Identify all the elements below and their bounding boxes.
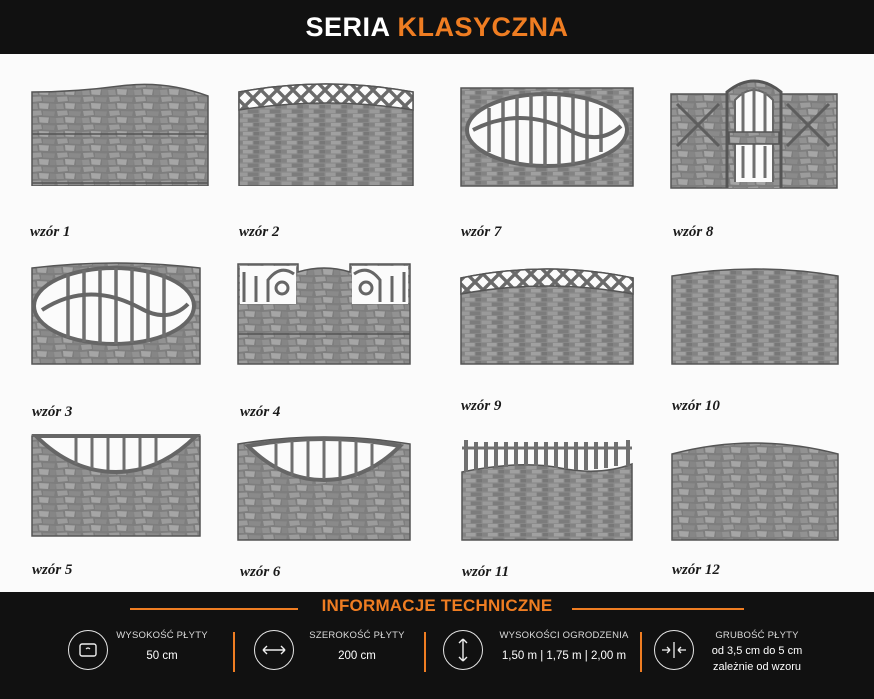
spec-value-note: zależnie od wzoru bbox=[712, 661, 802, 673]
spec-value: od 3,5 cm do 5 cm bbox=[711, 645, 803, 657]
pattern-label: wzór 9 bbox=[461, 398, 502, 414]
title-main: SERIA bbox=[305, 11, 390, 42]
title-accent: KLASYCZNA bbox=[397, 11, 569, 42]
pattern-image bbox=[460, 438, 634, 542]
spec-divider bbox=[640, 632, 642, 672]
thickness-icon bbox=[654, 630, 694, 670]
pattern-image bbox=[237, 82, 415, 186]
pattern-label: wzór 2 bbox=[239, 224, 280, 240]
pattern-image bbox=[236, 436, 412, 542]
spec-divider bbox=[233, 632, 235, 672]
pattern-label: wzór 12 bbox=[672, 562, 720, 578]
width-arrows-icon bbox=[254, 630, 294, 670]
spec-label: SZEROKOŚĆ PŁYTY bbox=[309, 630, 405, 641]
pattern-label: wzór 8 bbox=[673, 224, 714, 240]
pattern-image bbox=[30, 434, 202, 538]
pattern-image bbox=[30, 82, 210, 186]
pattern-image bbox=[670, 266, 840, 366]
pattern-label: wzór 3 bbox=[32, 404, 73, 420]
spec-label: WYSOKOŚĆ PŁYTY bbox=[116, 630, 208, 641]
pattern-label: wzór 10 bbox=[672, 398, 720, 414]
spec-label: GRUBOŚĆ PŁYTY bbox=[715, 630, 799, 641]
height-arrows-icon bbox=[443, 630, 483, 670]
pattern-label: wzór 1 bbox=[30, 224, 71, 240]
spec-panel-height bbox=[68, 626, 228, 696]
header bbox=[0, 0, 874, 54]
pattern-image bbox=[459, 266, 635, 366]
spec-panel-thickness bbox=[654, 626, 854, 696]
spec-fence-heights bbox=[443, 626, 643, 696]
pattern-label: wzór 4 bbox=[240, 404, 281, 420]
pattern-image bbox=[28, 260, 204, 366]
technical-info bbox=[0, 592, 874, 699]
spec-divider bbox=[424, 632, 426, 672]
spec-value: 1,50 m | 1,75 m | 2,00 m bbox=[501, 650, 627, 662]
pattern-label: wzór 7 bbox=[461, 224, 502, 240]
pattern-image bbox=[236, 262, 412, 366]
section-title: INFORMACJE TECHNICZNE bbox=[321, 596, 553, 615]
pattern-label: wzór 6 bbox=[240, 564, 281, 580]
spec-panel-width bbox=[254, 626, 424, 696]
pattern-image bbox=[459, 86, 635, 188]
pattern-gallery bbox=[0, 54, 874, 592]
panel-height-icon bbox=[68, 630, 108, 670]
spec-value: 200 cm bbox=[338, 650, 376, 662]
page-title bbox=[305, 12, 568, 43]
pattern-image bbox=[670, 440, 840, 542]
spec-value: 50 cm bbox=[146, 650, 178, 662]
spec-label: WYSOKOŚCI OGRODZENIA bbox=[499, 630, 629, 641]
pattern-label: wzór 11 bbox=[462, 564, 510, 580]
pattern-image bbox=[669, 74, 839, 190]
pattern-label: wzór 5 bbox=[32, 562, 73, 578]
